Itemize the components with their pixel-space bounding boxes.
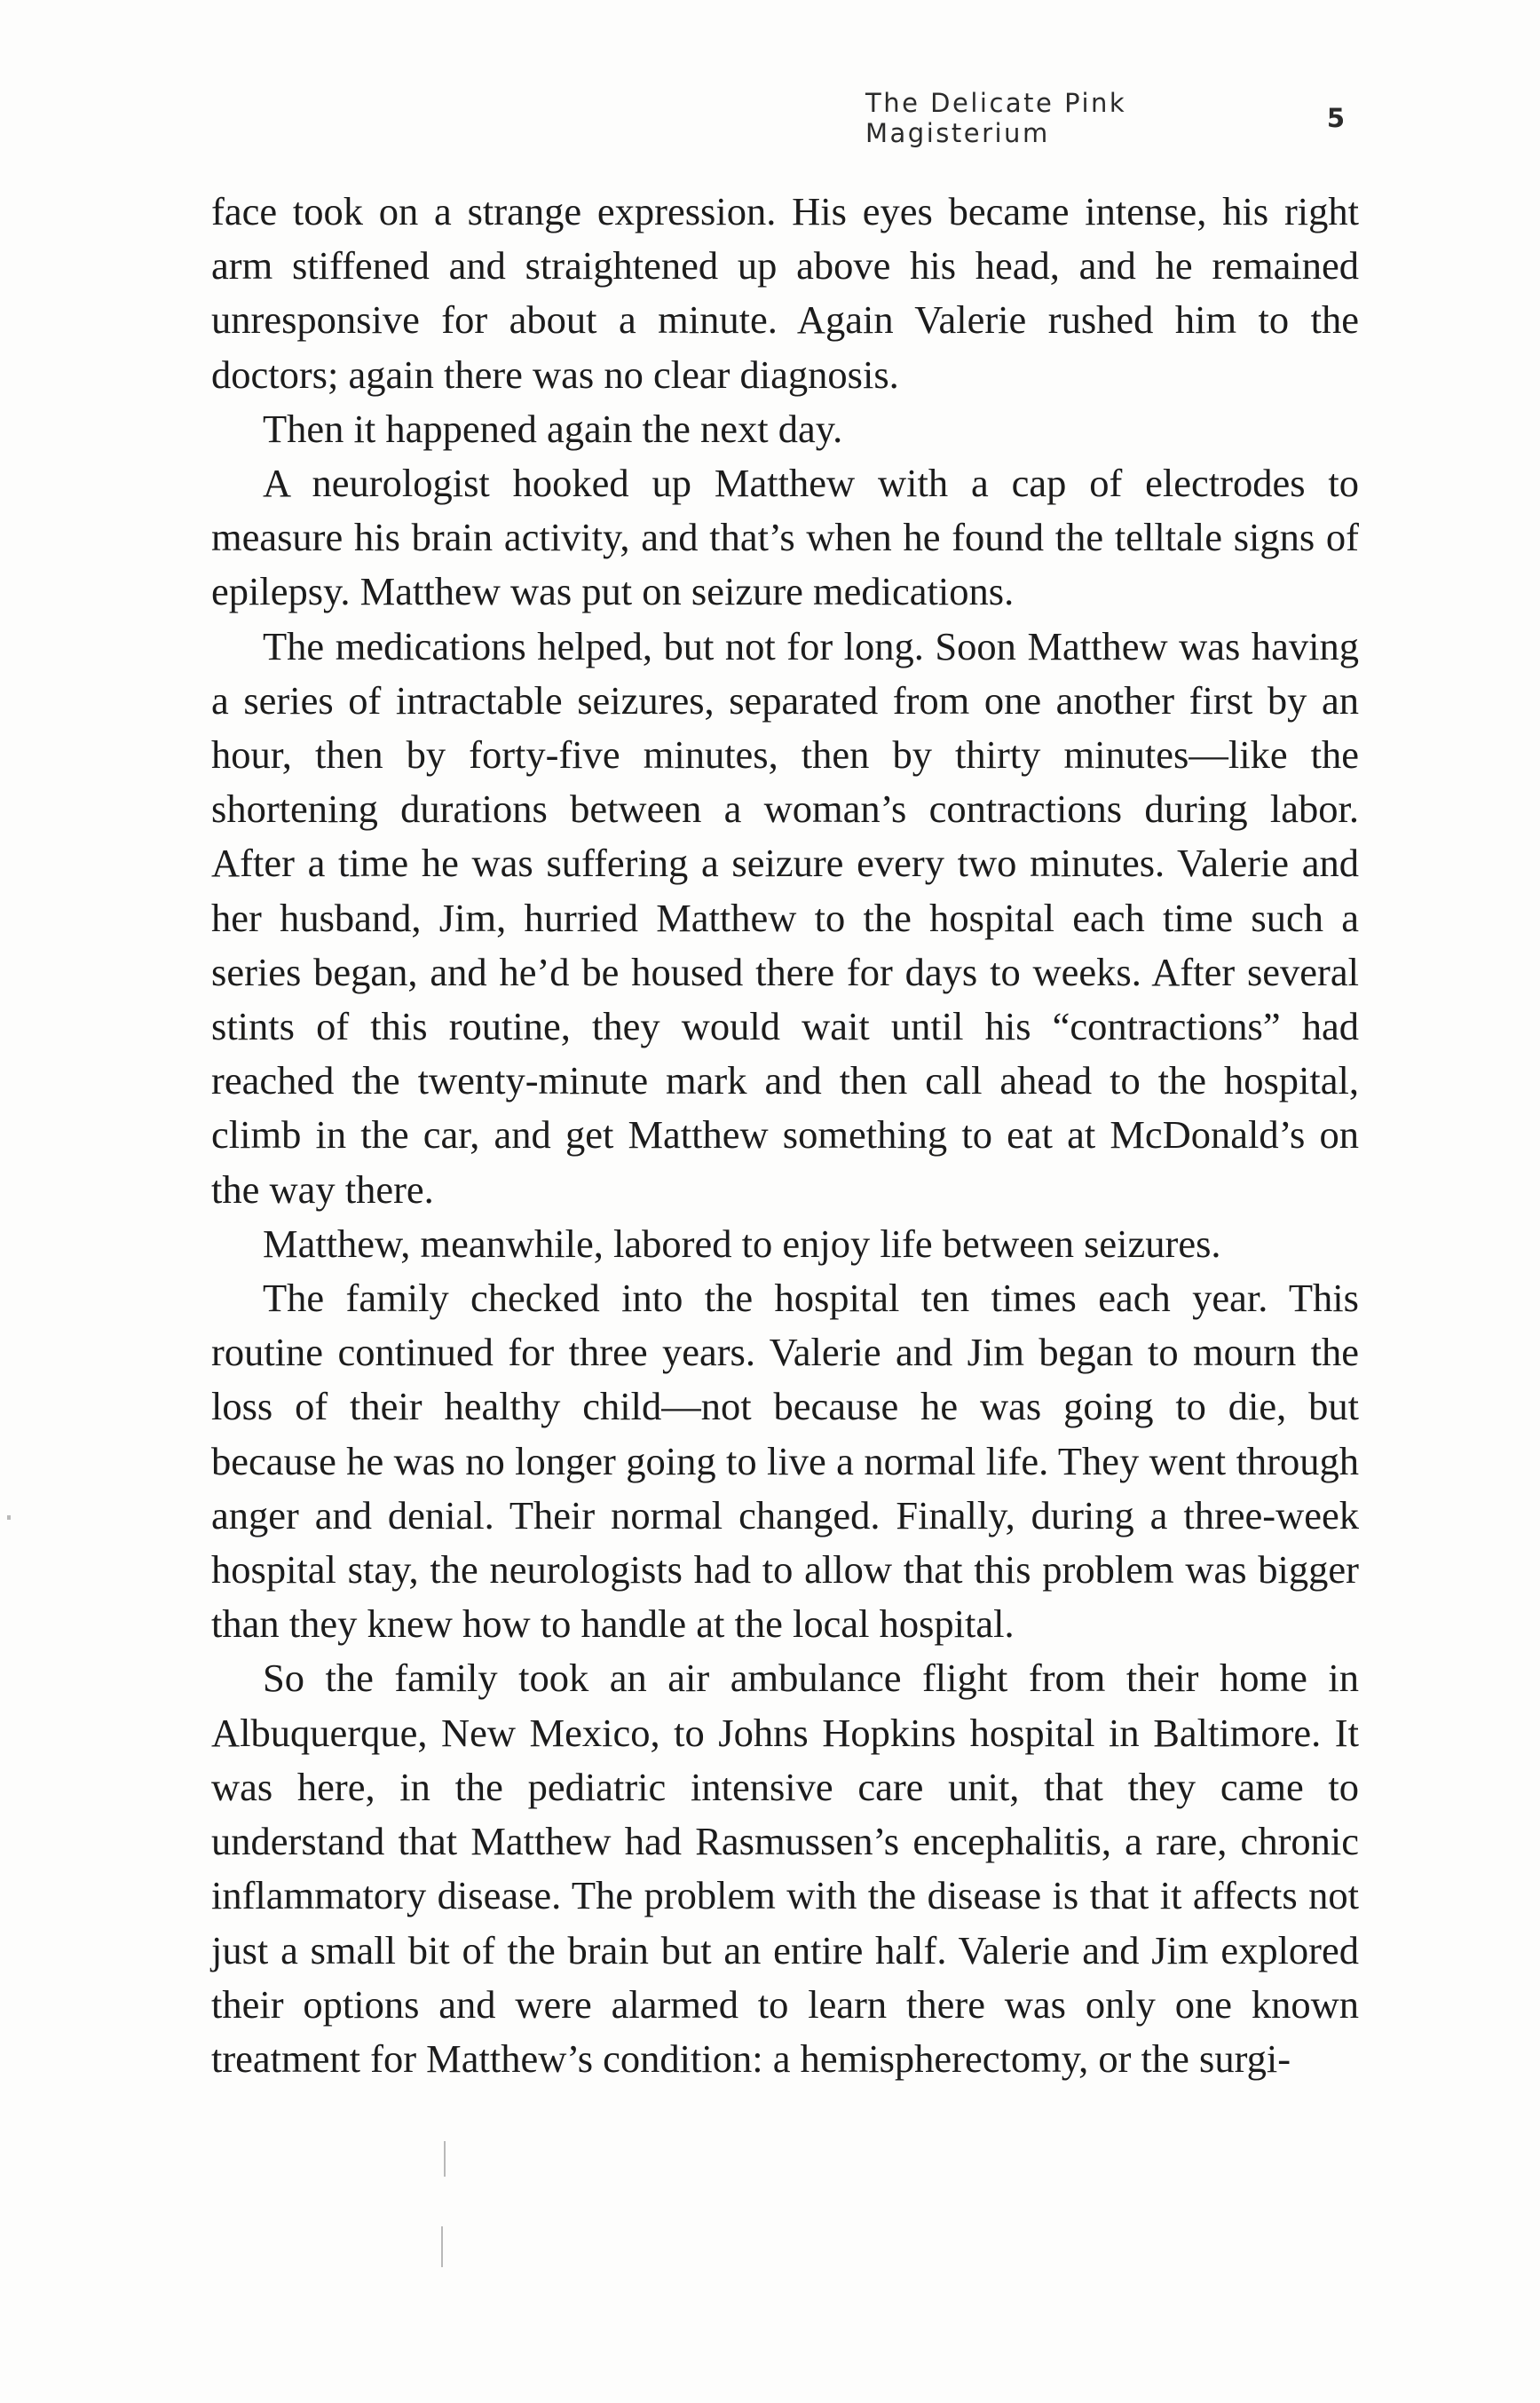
paragraph: Then it happened again the next day. bbox=[263, 406, 843, 451]
paragraph: face took on a strange expression. His eyes became intense, his right arm stiffened and straightened up above his head, and he remained unresponsive for about a minute. Again Valerie rushed him to the doctors; again there was no clear diagnosis. bbox=[211, 189, 1359, 397]
scan-mark bbox=[444, 2141, 446, 2177]
scan-mark bbox=[441, 2226, 443, 2267]
running-head-title: The Delicate Pink Magisterium bbox=[865, 88, 1127, 148]
running-head bbox=[865, 88, 1345, 148]
paragraph: Matthew, meanwhile, labored to enjoy life between seizures. bbox=[263, 1221, 1221, 1266]
paragraph: So the family took an air ambulance flight from their home in Albuquerque, New Mexico, to Johns Hopkins hospital in Baltimore. It was here, in the pediatric intensive care unit, that they came to understand that Matthew had Rasmussen’s encephalitis, a rare, chronic inflammatory disease. The problem with the disease is that it affects not just a small bit of the brain but an entire half. Valerie and Jim explored their options and were alarmed to learn there was only one known treatment for Matthew’s condition: a hemispherectomy, or the surgi- bbox=[211, 1656, 1359, 2081]
paragraph: The family checked into the hospital ten times each year. This routine continued for three years. Valerie and Jim began to mourn the loss of their healthy child—not because he was going to die, but because he was no longer going to live a normal life. They went through anger and denial. Their normal changed. Finally, during a three-week hospital stay, the neurologists had to allow that this problem was bigger than they knew how to handle at the local hospital. bbox=[211, 1276, 1359, 1647]
page-number: 5 bbox=[1326, 103, 1345, 133]
paragraph: A neurologist hooked up Matthew with a cap of electrodes to measure his brain activity, and that’s when he found the telltale signs of epilepsy. Matthew was put on seizure medications. bbox=[211, 461, 1359, 614]
scan-mark bbox=[7, 1515, 11, 1520]
body-text bbox=[211, 185, 1359, 2086]
paragraph: The medications helped, but not for long. Soon Matthew was having a series of intractable seizures, separated from one another first by an hour, then by forty-five minutes, then by thirty minutes—like the shortening durations between a woman’s contractions during labor. After a time he was suffering a seizure every two minutes. Valerie and her husband, Jim, hurried Matthew to the hospital each time such a series began, and he’d be housed there for days to weeks. After several stints of this routine, they would wait until his “contractions” had reached the twenty-minute mark and then call ahead to the hospital, climb in the car, and get Matthew something to eat at McDonald’s on the way there. bbox=[211, 623, 1359, 1212]
